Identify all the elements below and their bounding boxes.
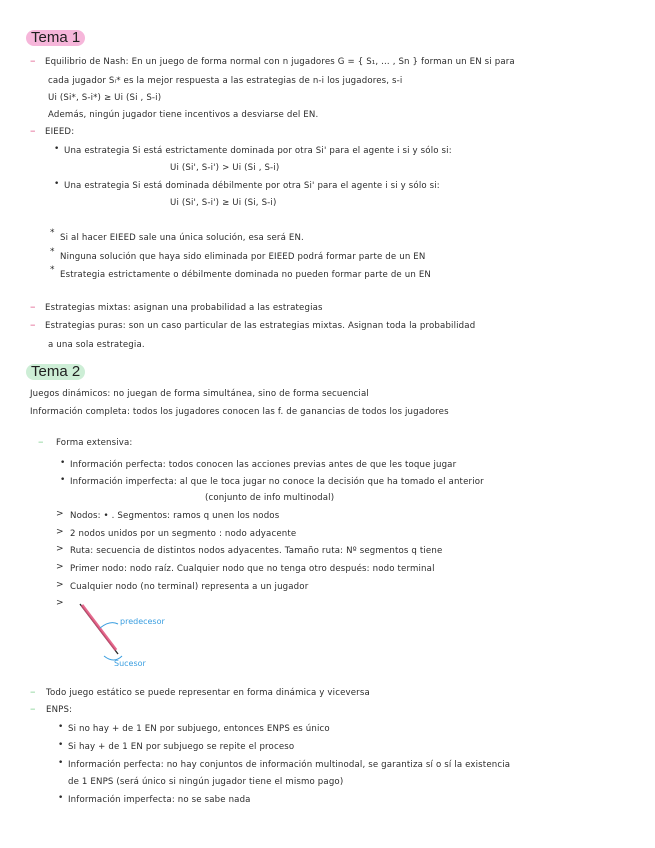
bullet-marker: • bbox=[58, 793, 64, 803]
debil-formula: Ui (Si', S-i') ≥ Ui (Si, S-i) bbox=[170, 198, 277, 208]
cualquier-nodo: Cualquier nodo (no terminal) representa a un jugador bbox=[70, 582, 309, 592]
pink-dash-marker: – bbox=[30, 124, 36, 137]
arrow-marker: > bbox=[56, 562, 64, 572]
pink-dash-marker: – bbox=[30, 54, 36, 67]
note-eliminated: Ninguna solución que haya sido eliminada por EIEED podrá formar parte de un EN bbox=[60, 252, 426, 262]
enps-info-perfecta-line-1: Información perfecta: no hay conjuntos de información multinodal, se garantiza sí o sí la existencia bbox=[68, 760, 511, 770]
arrow-marker: > bbox=[56, 598, 64, 608]
bullet-marker: • bbox=[60, 458, 66, 468]
juegos-dinamicos: Juegos dinámicos: no juegan de forma simultánea, sino de forma secuencial bbox=[30, 389, 369, 399]
eieed-label: EIEED: bbox=[45, 127, 75, 137]
star-marker: * bbox=[50, 247, 55, 257]
predecessor-label: predecesor bbox=[120, 617, 165, 626]
note-eieed-unique: Si al hacer EIEED sale una única solución, esa será EN. bbox=[60, 233, 304, 243]
green-dash-marker: – bbox=[30, 685, 36, 698]
bullet-marker: • bbox=[58, 758, 64, 768]
bullet-marker: • bbox=[54, 144, 60, 154]
pink-dash-marker: – bbox=[30, 318, 36, 331]
juego-estatico: Todo juego estático se puede representar en forma dinámica y viceversa bbox=[46, 688, 370, 698]
informacion-perfecta: Información perfecta: todos conocen las acciones previas antes de que les toque jugar bbox=[70, 460, 457, 470]
debil-definition: Una estrategia Si está dominada débilmente por otra Si' para el agente i si y sólo si: bbox=[64, 181, 440, 191]
informacion-completa: Información completa: todos los jugadores conocen las f. de ganancias de todos los jugadores bbox=[30, 407, 449, 417]
nodo-adyacente: 2 nodos unidos por un segmento : nodo adyacente bbox=[70, 529, 297, 539]
conjunto-multinodal: (conjunto de info multinodal) bbox=[205, 493, 335, 503]
arrow-marker: > bbox=[56, 527, 64, 537]
nash-definition-line-4: Además, ningún jugador tiene incentivos a desviarse del EN. bbox=[48, 110, 319, 120]
tema1-title: Tema 1 bbox=[26, 30, 85, 46]
forma-extensiva-label: Forma extensiva: bbox=[56, 438, 133, 448]
bullet-marker: • bbox=[58, 722, 64, 732]
ruta-definicion: Ruta: secuencia de distintos nodos adyacentes. Tamaño ruta: Nº segmentos q tiene bbox=[70, 546, 443, 556]
green-dash-marker: – bbox=[38, 435, 44, 448]
star-marker: * bbox=[50, 265, 55, 275]
predecessor-arc bbox=[100, 623, 118, 628]
bullet-marker: • bbox=[60, 475, 66, 485]
predecessor-successor-diagram bbox=[70, 598, 190, 670]
star-marker: * bbox=[50, 228, 55, 238]
nodos-segmentos: Nodos: • . Segmentos: ramos q unen los nodos bbox=[70, 511, 280, 521]
green-dash-marker: – bbox=[30, 702, 36, 715]
enps-unico: Si no hay + de 1 EN por subjuego, entonces ENPS es único bbox=[68, 724, 330, 734]
note-dominated: Estrategia estrictamente o débilmente dominada no pueden formar parte de un EN bbox=[60, 270, 431, 280]
arrow-marker: > bbox=[56, 544, 64, 554]
pink-dash-marker: – bbox=[30, 300, 36, 313]
estrategias-mixtas: Estrategias mixtas: asignan una probabilidad a las estrategias bbox=[45, 303, 323, 313]
estrategias-puras-line-1: Estrategias puras: son un caso particular de las estrategias mixtas. Asignan toda la probabilidad bbox=[45, 321, 476, 331]
estrategias-puras-line-2: a una sola estrategia. bbox=[48, 340, 145, 350]
successor-label: Sucesor bbox=[114, 659, 146, 668]
arrow-marker: > bbox=[56, 580, 64, 590]
nash-definition-line-1: Equilibrio de Nash: En un juego de forma normal con n jugadores G = { S₁, ... , Sn } forman un EN si para bbox=[45, 57, 515, 67]
enps-repite: Si hay + de 1 EN por subjuego se repite el proceso bbox=[68, 742, 295, 752]
arrow-marker: > bbox=[56, 509, 64, 519]
informacion-imperfecta: Información imperfecta: al que le toca jugar no conoce la decisión que ha tomado el anterior bbox=[70, 477, 484, 487]
enps-label: ENPS: bbox=[46, 705, 73, 715]
estricta-definition: Una estrategia Si está estrictamente dominada por otra Si' para el agente i si y sólo si: bbox=[64, 146, 452, 156]
bullet-marker: • bbox=[58, 740, 64, 750]
tema2-title: Tema 2 bbox=[26, 364, 85, 380]
enps-info-perfecta-line-2: de 1 ENPS (será único si ningún jugador tiene el mismo pago) bbox=[68, 777, 344, 787]
bullet-marker: • bbox=[54, 179, 60, 189]
highlight-red-line bbox=[82, 605, 116, 650]
enps-info-imperfecta: Información imperfecta: no se sabe nada bbox=[68, 795, 251, 805]
estricta-formula: Ui (Si', S-i') > Ui (Si , S-i) bbox=[170, 163, 280, 173]
primer-nodo: Primer nodo: nodo raíz. Cualquier nodo que no tenga otro después: nodo terminal bbox=[70, 564, 435, 574]
nash-definition-line-2: cada jugador Sᵢ* es la mejor respuesta a las estrategias de n-i los jugadores, s-i bbox=[48, 76, 403, 86]
nash-formula: Ui (Si*, S-i*) ≥ Ui (Si , S-i) bbox=[48, 93, 162, 103]
